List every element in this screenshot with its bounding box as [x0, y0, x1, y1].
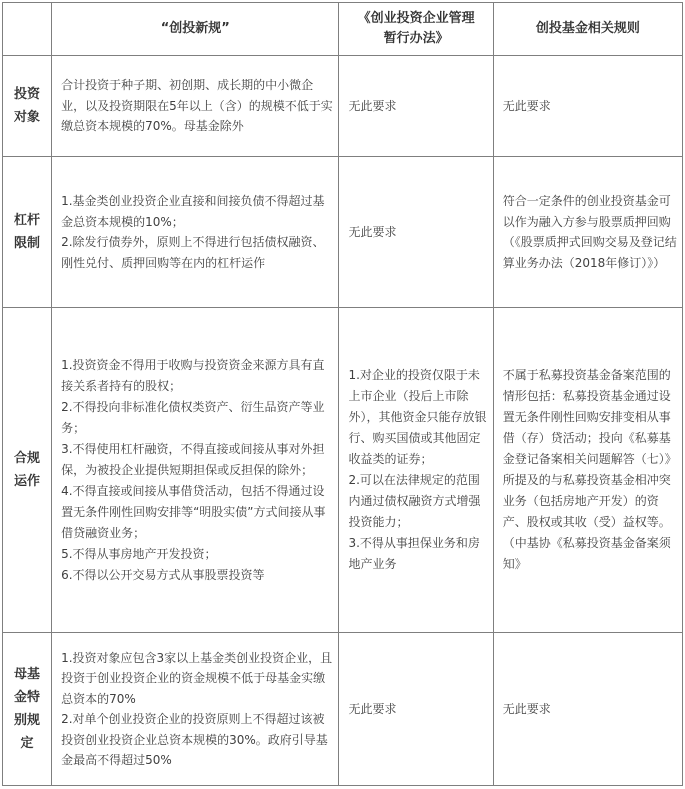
header-empty-cell	[3, 3, 52, 56]
table-row-fund-of-funds	[3, 633, 683, 786]
new-rules-cell: 1.投资对象应包含3家以上基金类创业投资企业，且投资于创业投资企业的资金规模不低于母基金实缴总资本的70% 2.对单个创业投资企业的投资原则上不得超过该被投资创业投资企业总资本规模的30%。政府引导基金最高不得超过50%	[52, 633, 339, 786]
row-label: 合规 运作	[3, 308, 52, 633]
fund-rules-cell: 不属于私募投资基金备案范围的情形包括：私募投资基金通过设置无条件刚性回购安排变相从事借（存）贷活动；投向《私募基金登记备案相关问题解答（七）》所提及的与私募投资基金相冲突业务（包括房地产开发）的资产、股权或其收（受）益权等。 （中基协《私募投资基金备案须知》	[493, 308, 682, 633]
fund-rules-cell: 无此要求	[493, 633, 682, 786]
row-label: 杠杆 限制	[3, 157, 52, 308]
row-label: 母基 金特 别规 定	[3, 633, 52, 786]
header-fund-rules: 创投基金相关规则	[493, 3, 682, 56]
table-row-leverage-limit	[3, 157, 683, 308]
interim-measures-cell: 无此要求	[339, 56, 493, 157]
row-label: 投资 对象	[3, 56, 52, 157]
new-rules-cell: 合计投资于种子期、初创期、成长期的中小微企业，以及投资期限在5年以上（含）的规模不低于实缴总资本规模的70%。母基金除外	[52, 56, 339, 157]
header-interim-measures: 《创业投资企业管理 暂行办法》	[339, 3, 493, 56]
fund-rules-cell: 符合一定条件的创业投资基金可以作为融入方参与股票质押回购 （《股票质押式回购交易及登记结算业务办法（2018年修订）》）	[493, 157, 682, 308]
interim-measures-cell: 无此要求	[339, 157, 493, 308]
header-new-rules: “创投新规”	[52, 3, 339, 56]
table-row-compliance	[3, 308, 683, 633]
fund-rules-cell: 无此要求	[493, 56, 682, 157]
header-row	[3, 3, 683, 56]
new-rules-cell: 1.投资资金不得用于收购与投资资金来源方具有直接关系者持有的股权； 2.不得投向非标准化债权类资产、衍生品资产等业务； 3.不得使用杠杆融资，不得直接或间接从事对外担保，为被投企业提供短期担保或反担保的除外； 4.不得直接或间接从事借贷活动，包括不得通过设置无条件刚性回购安排等“明股实债”方式间接从事借贷融资业务； 5.不得从事房地产开发投资； 6.不得以公开交易方式从事股票投资等	[52, 308, 339, 633]
table-row-investment-target	[3, 56, 683, 157]
interim-measures-cell: 1.对企业的投资仅限于未上市企业（投后上市除外），其他资金只能存放银行、购买国债或其他固定收益类的证券； 2.可以在法律规定的范围内通过债权融资方式增强投资能力； 3.不得从事担保业务和房地产业务	[339, 308, 493, 633]
comparison-table	[2, 2, 683, 786]
new-rules-cell: 1.基金类创业投资企业直接和间接负债不得超过基金总资本规模的10%； 2.除发行债券外，原则上不得进行包括债权融资、刚性兑付、质押回购等在内的杠杆运作	[52, 157, 339, 308]
interim-measures-cell: 无此要求	[339, 633, 493, 786]
